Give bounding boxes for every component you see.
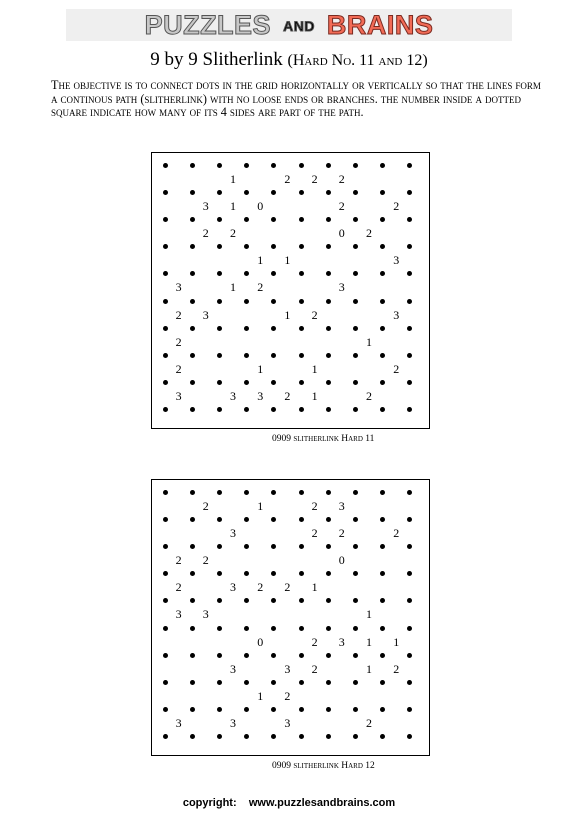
grid-dot	[380, 190, 385, 195]
grid-dot	[217, 653, 222, 658]
grid-dot	[326, 163, 331, 168]
grid-dot	[244, 244, 249, 249]
grid-dot	[407, 217, 412, 222]
clue-number: 1	[257, 498, 264, 513]
grid-dot	[271, 734, 276, 739]
grid-dot	[299, 653, 304, 658]
grid-dot	[407, 490, 412, 495]
grid-dot	[244, 734, 249, 739]
grid-dot	[163, 353, 168, 358]
grid-dot	[271, 517, 276, 522]
grid-dot	[353, 707, 358, 712]
grid-dot	[217, 217, 222, 222]
clue-number: 3	[338, 634, 345, 649]
grid-dot	[163, 707, 168, 712]
grid-dot	[380, 163, 385, 168]
clue-number: 1	[284, 253, 291, 268]
grid-dot	[299, 380, 304, 385]
clue-number: 2	[311, 661, 318, 676]
clue-number: 1	[366, 634, 372, 649]
grid-dot	[271, 571, 276, 576]
grid-dot	[244, 271, 249, 276]
grid-dot	[244, 326, 249, 331]
clue-number: 2	[230, 226, 236, 240]
grid-dot	[353, 217, 358, 222]
grid-dot	[380, 271, 385, 276]
clue-number: 3	[175, 389, 182, 404]
grid-dot	[353, 571, 358, 576]
clue-number: 3	[175, 607, 182, 622]
clue-number: 1	[366, 661, 372, 676]
clue-number: 2	[366, 226, 372, 240]
grid-dot	[299, 734, 304, 739]
grid-dot	[190, 490, 195, 495]
grid-dot	[326, 571, 331, 576]
grid-dot	[299, 353, 304, 358]
clue-number: 1	[257, 689, 264, 703]
grid-dot	[299, 517, 304, 522]
grid-dot	[190, 163, 195, 168]
grid-dot	[299, 299, 304, 304]
grid-dot	[407, 326, 412, 331]
grid-dot	[217, 680, 222, 685]
grid-dot	[299, 244, 304, 249]
grid-dot	[217, 626, 222, 631]
copyright-link[interactable]: www.puzzlesandbrains.com	[248, 797, 396, 809]
grid-dot	[190, 217, 195, 222]
clue-number: 2	[202, 498, 209, 513]
clue-number: 2	[393, 525, 400, 540]
clue-number: 3	[175, 716, 182, 731]
grid-dot	[163, 380, 168, 385]
clue-number: 1	[311, 580, 318, 595]
clue-number: 1	[366, 334, 372, 349]
grid-dot	[163, 517, 168, 522]
grid-dot	[244, 217, 249, 222]
grid-dot	[217, 571, 222, 576]
grid-dot	[353, 271, 358, 276]
grid-dot	[380, 598, 385, 603]
clue-number: 1	[257, 362, 264, 376]
grid-dot	[380, 517, 385, 522]
grid-dot	[407, 653, 412, 658]
grid-dot	[244, 626, 249, 631]
grid-dot	[244, 517, 249, 522]
grid-dot	[407, 163, 412, 168]
grid-dot	[217, 380, 222, 385]
grid-dot	[244, 707, 249, 712]
grid-dot	[163, 244, 168, 249]
clue-number: 2	[284, 580, 291, 595]
grid-dot	[244, 190, 249, 195]
grid-dot	[299, 707, 304, 712]
grid-dot	[190, 407, 195, 412]
grid-dot	[407, 707, 412, 712]
grid-dot	[190, 190, 195, 195]
grid-dot	[190, 571, 195, 576]
grid-dot	[163, 407, 168, 412]
grid-dot	[353, 326, 358, 331]
grid-dot	[163, 734, 168, 739]
grid-dot	[217, 490, 222, 495]
grid-dot	[407, 299, 412, 304]
grid-dot	[380, 626, 385, 631]
grid-dot	[163, 653, 168, 658]
grid-dot	[407, 353, 412, 358]
grid-dot	[271, 407, 276, 412]
grid-dot	[271, 353, 276, 358]
grid-dot	[326, 217, 331, 222]
grid-dot	[244, 598, 249, 603]
grid-dot	[244, 653, 249, 658]
clue-number: 3	[338, 280, 345, 295]
grid-dot	[244, 163, 249, 168]
clue-number: 3	[202, 198, 209, 213]
grid-dot	[190, 734, 195, 739]
grid-dot	[163, 490, 168, 495]
clue-number: 3	[230, 525, 236, 540]
clue-number: 3	[393, 307, 400, 322]
grid-dot	[163, 299, 168, 304]
grid-dot	[353, 680, 358, 685]
clue-number: 2	[338, 525, 345, 540]
clue-number: 3	[257, 389, 264, 404]
grid-dot	[190, 299, 195, 304]
grid-dot	[217, 734, 222, 739]
grid-dot	[190, 244, 195, 249]
grid-dot	[299, 163, 304, 168]
grid-dot	[163, 163, 168, 168]
puzzle-grid-hard-11	[151, 152, 430, 429]
grid-dot	[271, 626, 276, 631]
grid-dot	[244, 544, 249, 549]
grid-dot	[244, 380, 249, 385]
grid-dot	[326, 626, 331, 631]
grid-dot	[217, 190, 222, 195]
grid-dot	[271, 707, 276, 712]
grid-dot	[190, 517, 195, 522]
clue-number: 1	[230, 280, 236, 295]
grid-dot	[299, 626, 304, 631]
puzzle-grid-hard-12	[151, 479, 430, 756]
clue-number: 2	[284, 171, 291, 186]
clue-number: 2	[338, 171, 345, 186]
grid-dot	[190, 271, 195, 276]
grid-dot	[407, 598, 412, 603]
clue-number: 2	[175, 553, 182, 567]
grid-dot	[353, 190, 358, 195]
clue-number: 3	[230, 389, 236, 404]
grid-dot	[326, 244, 331, 249]
grid-dot	[380, 299, 385, 304]
grid-dot	[163, 326, 168, 331]
puzzle-caption-hard-11: 0909 slitherlink Hard 11	[272, 434, 375, 444]
clue-number: 2	[366, 389, 372, 404]
grid-dot	[163, 544, 168, 549]
grid-dot	[380, 544, 385, 549]
grid-dot	[380, 571, 385, 576]
clue-number: 2	[366, 716, 372, 731]
grid-dot	[299, 544, 304, 549]
grid-dot	[271, 680, 276, 685]
grid-dot	[380, 326, 385, 331]
grid-dot	[244, 353, 249, 358]
grid-dot	[407, 734, 412, 739]
clue-number: 1	[311, 389, 318, 404]
grid-dot	[326, 734, 331, 739]
clue-number: 2	[175, 334, 182, 349]
grid-dot	[163, 571, 168, 576]
clue-number: 2	[284, 689, 291, 703]
grid-dot	[326, 680, 331, 685]
grid-dot	[190, 653, 195, 658]
clue-number: 2	[393, 198, 400, 213]
grid-dot	[407, 680, 412, 685]
clue-number: 3	[202, 607, 209, 622]
clue-number: 1	[257, 253, 264, 268]
grid-dot	[190, 544, 195, 549]
grid-dot	[353, 626, 358, 631]
puzzle-caption-hard-12: 0909 slitherlink Hard 12	[272, 761, 375, 771]
clue-number: 2	[393, 661, 400, 676]
clue-number: 3	[175, 280, 182, 295]
grid-dot	[353, 734, 358, 739]
grid-dot	[299, 490, 304, 495]
grid-dot	[271, 190, 276, 195]
grid-dot	[380, 680, 385, 685]
grid-dot	[353, 299, 358, 304]
clue-number: 2	[257, 580, 264, 595]
grid-dot	[217, 163, 222, 168]
grid-dot	[380, 244, 385, 249]
grid-dot	[190, 326, 195, 331]
grid-dot	[326, 380, 331, 385]
grid-dot	[353, 244, 358, 249]
grid-dot	[244, 490, 249, 495]
clue-number: 0	[257, 198, 264, 213]
grid-dot	[271, 217, 276, 222]
grid-dot	[326, 517, 331, 522]
grid-dot	[353, 517, 358, 522]
clue-number: 2	[175, 580, 182, 595]
grid-dot	[163, 680, 168, 685]
logo-word-puzzles: PUZZLES	[144, 10, 272, 40]
clue-number: 2	[311, 498, 318, 513]
grid-dot	[326, 190, 331, 195]
clue-number: 1	[230, 171, 236, 186]
grid-dot	[271, 380, 276, 385]
grid-dot	[271, 299, 276, 304]
grid-dot	[353, 598, 358, 603]
grid-dot	[217, 707, 222, 712]
grid-dot	[217, 598, 222, 603]
grid-dot	[299, 217, 304, 222]
grid-dot	[380, 407, 385, 412]
grid-dot	[380, 380, 385, 385]
grid-dot	[244, 299, 249, 304]
grid-dot	[217, 517, 222, 522]
grid-dot	[380, 490, 385, 495]
clue-number: 2	[311, 525, 318, 540]
clue-number: 2	[311, 307, 318, 322]
clue-number: 2	[257, 280, 264, 295]
grid-dot	[353, 163, 358, 168]
clue-number: 2	[175, 307, 182, 322]
grid-dot	[380, 734, 385, 739]
grid-dot	[163, 598, 168, 603]
grid-dot	[163, 217, 168, 222]
clue-number: 1	[366, 607, 372, 622]
grid-dot	[326, 598, 331, 603]
clue-number: 1	[284, 307, 291, 322]
clue-number: 2	[393, 362, 400, 376]
grid-dot	[353, 490, 358, 495]
grid-dot	[326, 544, 331, 549]
grid-dot	[271, 598, 276, 603]
grid-dot	[299, 271, 304, 276]
grid-dot	[217, 326, 222, 331]
grid-dot	[190, 353, 195, 358]
clue-number: 2	[311, 171, 318, 186]
clue-number: 0	[338, 553, 345, 567]
grid-dot	[407, 517, 412, 522]
grid-dot	[299, 407, 304, 412]
grid-dot	[190, 680, 195, 685]
grid-dot	[326, 299, 331, 304]
clue-number: 2	[311, 634, 318, 649]
grid-dot	[326, 353, 331, 358]
clue-number: 3	[284, 661, 291, 676]
grid-dot	[407, 190, 412, 195]
grid-dot	[217, 544, 222, 549]
grid-dot	[271, 271, 276, 276]
grid-dot	[326, 407, 331, 412]
clue-number: 1	[230, 198, 236, 213]
clue-number: 1	[311, 362, 318, 376]
grid-dot	[271, 490, 276, 495]
grid-dot	[407, 626, 412, 631]
grid-dot	[217, 353, 222, 358]
grid-dot	[326, 490, 331, 495]
grid-dot	[271, 244, 276, 249]
grid-dot	[407, 244, 412, 249]
grid-dot	[299, 680, 304, 685]
grid-dot	[217, 244, 222, 249]
grid-dot	[353, 407, 358, 412]
grid-dot	[380, 217, 385, 222]
clue-number: 2	[338, 198, 345, 213]
grid-dot	[407, 380, 412, 385]
clue-number: 3	[202, 307, 209, 322]
title-subtitle: (Hard No. 11 and 12)	[287, 52, 428, 69]
grid-dot	[380, 707, 385, 712]
grid-dot	[407, 407, 412, 412]
clue-number: 0	[338, 226, 345, 240]
grid-dot	[163, 190, 168, 195]
grid-dot	[271, 544, 276, 549]
grid-dot	[217, 407, 222, 412]
clue-number: 2	[284, 389, 291, 404]
grid-dot	[271, 163, 276, 168]
site-logo[interactable]	[0, 10, 578, 41]
grid-dot	[407, 544, 412, 549]
clue-number: 3	[393, 253, 400, 268]
grid-dot	[271, 653, 276, 658]
grid-dot	[326, 707, 331, 712]
grid-dot	[407, 271, 412, 276]
grid-dot	[353, 353, 358, 358]
grid-dot	[299, 598, 304, 603]
clue-number: 3	[230, 661, 236, 676]
grid-dot	[190, 380, 195, 385]
grid-dot	[380, 353, 385, 358]
grid-dot	[380, 653, 385, 658]
grid-dot	[163, 271, 168, 276]
grid-dot	[217, 271, 222, 276]
grid-dot	[190, 707, 195, 712]
copyright-footer	[0, 797, 578, 809]
instructions-text: The objective is to connect dots in the grid horizontally or vertically so that the lines form a continous path (slitherlink) with no loose ends or branches. the number inside a dotted square indicate how many of its 4 sides are part of the path.	[51, 78, 541, 119]
copyright-label: copyright:	[182, 797, 237, 809]
grid-dot	[217, 299, 222, 304]
grid-dot	[190, 598, 195, 603]
clue-number: 3	[284, 716, 291, 731]
clue-number: 3	[230, 716, 236, 731]
clue-number: 3	[338, 498, 345, 513]
grid-dot	[353, 653, 358, 658]
grid-dot	[271, 326, 276, 331]
grid-dot	[244, 407, 249, 412]
grid-dot	[163, 626, 168, 631]
grid-dot	[326, 271, 331, 276]
grid-dot	[299, 326, 304, 331]
grid-dot	[190, 626, 195, 631]
grid-dot	[326, 653, 331, 658]
grid-dot	[299, 571, 304, 576]
page-title	[0, 49, 578, 71]
grid-dot	[244, 571, 249, 576]
grid-dot	[244, 680, 249, 685]
title-main: 9 by 9 Slitherlink	[150, 49, 283, 70]
grid-dot	[326, 326, 331, 331]
grid-dot	[407, 571, 412, 576]
grid-dot	[299, 190, 304, 195]
clue-number: 1	[393, 634, 400, 649]
clue-number: 2	[202, 553, 209, 567]
logo-word-and: AND	[283, 17, 315, 34]
clue-number: 3	[230, 580, 236, 595]
grid-dot	[353, 544, 358, 549]
clue-number: 0	[257, 634, 264, 649]
clue-number: 2	[202, 226, 209, 240]
clue-number: 2	[175, 362, 182, 376]
grid-dot	[353, 380, 358, 385]
logo-word-brains: BRAINS	[326, 10, 434, 40]
